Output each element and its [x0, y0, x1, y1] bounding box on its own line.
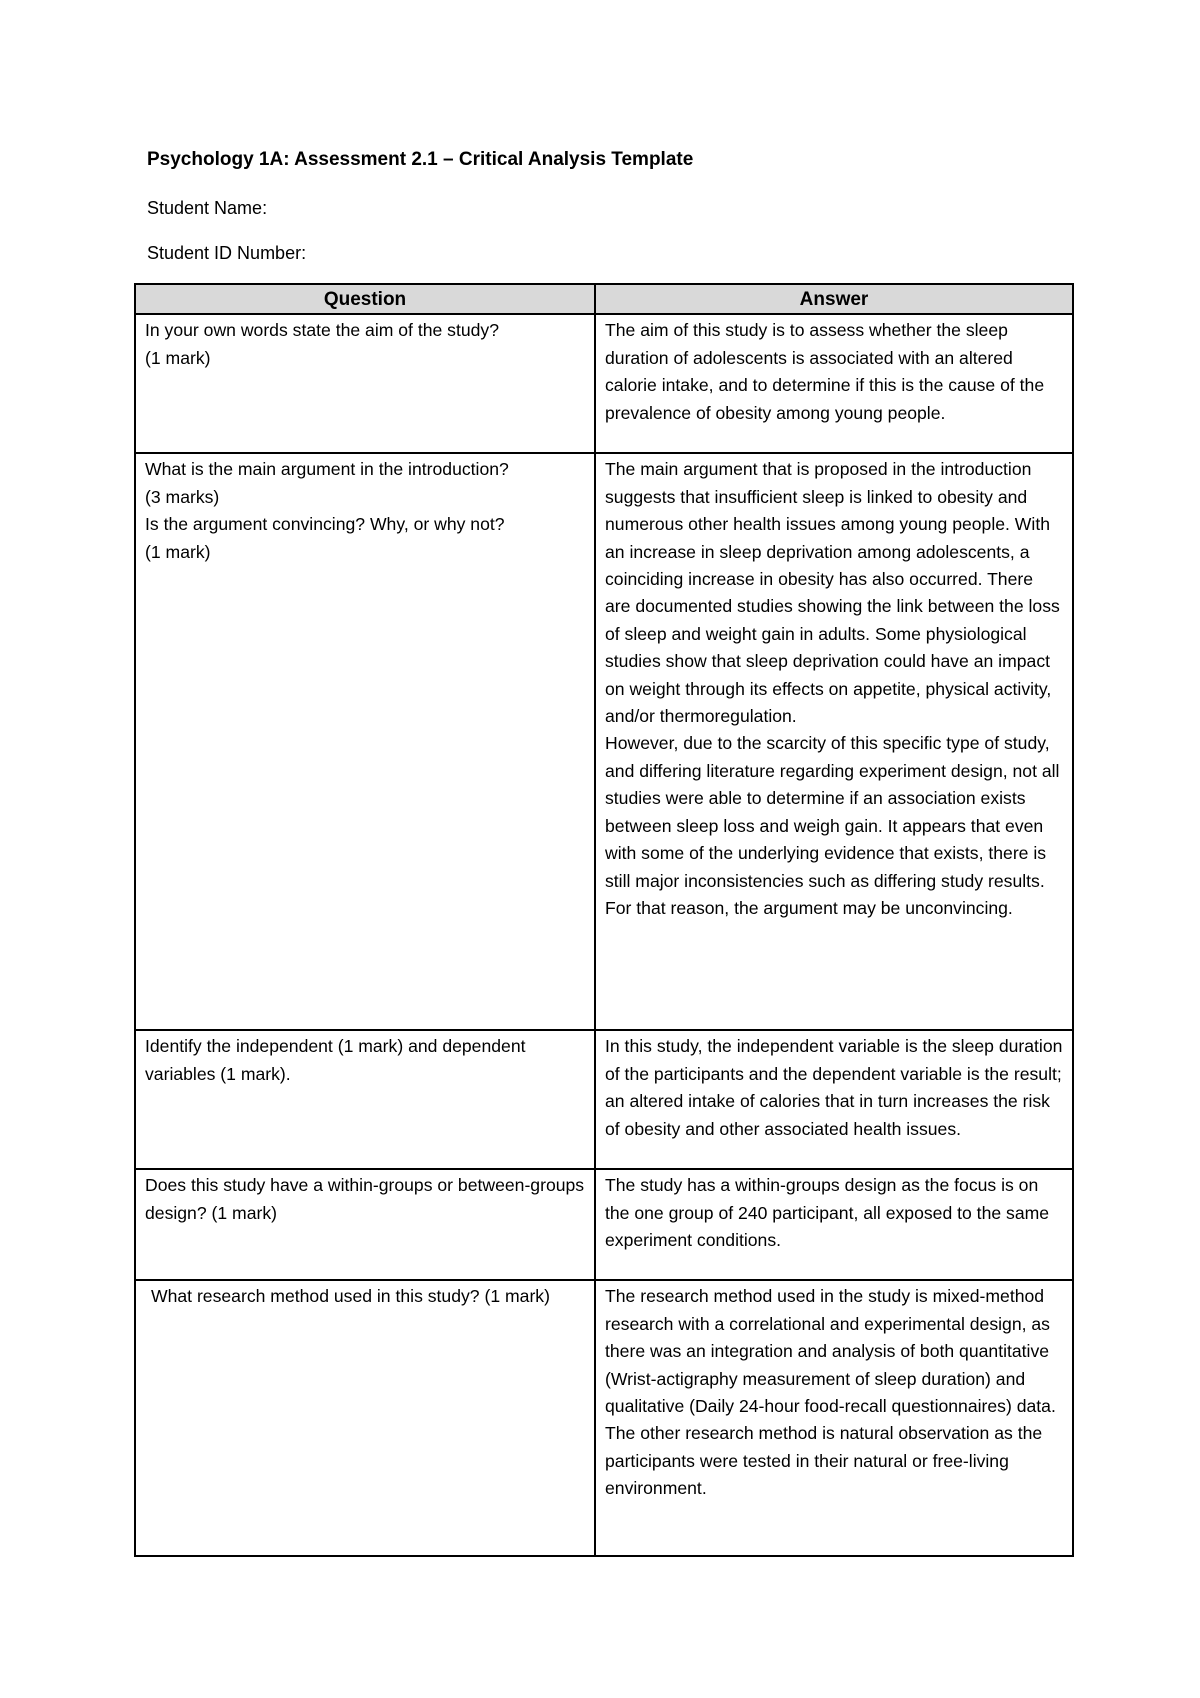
answer-text: The other research method is natural observation as the participants were tested in their natural or free-living environment.	[605, 1423, 1043, 1499]
answer-text: In this study, the independent variable is the sleep duration of the participants and the dependent variable is the result; an altered intake of calories that in turn increases the risk of obesity and other associated health issues.	[605, 1036, 1063, 1139]
answer-text: The research method used in the study is mixed-method research with a correlational and experimental design, as there was an integration and analysis of both quantitative (Wrist-actigraphy measurement of sleep duration) and qualitative (Daily 24-hour food-recall questionnaires) data.	[605, 1286, 1056, 1417]
column-header-question: Question	[135, 284, 595, 314]
question-marks: (1 mark)	[145, 541, 211, 562]
answer-cell	[595, 314, 1073, 453]
table-row	[135, 1280, 1073, 1556]
question-marks: (3 marks)	[145, 486, 220, 507]
question-cell	[135, 1030, 595, 1169]
student-name-label: Student Name:	[147, 198, 268, 218]
column-header-answer: Answer	[595, 284, 1073, 314]
question-text: What is the main argument in the introduction?	[145, 459, 509, 480]
question-cell	[135, 314, 595, 453]
question-text: Identify the independent (1 mark) and dependent variables (1 mark).	[145, 1036, 526, 1084]
question-cell	[135, 1280, 595, 1556]
answer-cell	[595, 453, 1073, 1030]
answer-text: The study has a within-groups design as the focus is on the one group of 240 participant, all exposed to the same experiment conditions.	[605, 1175, 1050, 1251]
table-header-row	[135, 284, 1073, 314]
question-text: Does this study have a within-groups or between-groups design? (1 mark)	[145, 1175, 585, 1223]
answer-text: However, due to the scarcity of this specific type of study, and differing literature regarding experiment design, not all studies were able to determine if an association exists between sleep loss and weigh gain. It appears that even with some of the underlying evidence that exists, there is still major inconsistencies such as differing study results. For that reason, the argument may be unconvincing.	[605, 733, 1060, 918]
table-row	[135, 1169, 1073, 1280]
document-title: Psychology 1A: Assessment 2.1 – Critical Analysis Template	[147, 149, 694, 170]
question-text: What research method used in this study? (1 mark)	[151, 1286, 550, 1307]
answer-cell	[595, 1030, 1073, 1169]
critical-analysis-table	[134, 283, 1074, 1557]
question-cell	[135, 453, 595, 1030]
question-cell	[135, 1169, 595, 1280]
table-row	[135, 314, 1073, 453]
question-text: Is the argument convincing? Why, or why not?	[145, 514, 505, 535]
answer-cell	[595, 1169, 1073, 1280]
table-row	[135, 1030, 1073, 1169]
question-text: In your own words state the aim of the study?	[145, 320, 500, 341]
answer-text: The main argument that is proposed in the introduction suggests that insufficient sleep is linked to obesity and numerous other health issues among young people. With an increase in sleep deprivation among adolescents, a coinciding increase in obesity has also occurred. There are documented studies showing the link between the loss of sleep and weight gain in adults. Some physiological studies show that sleep deprivation could have an impact on weight through its effects on appetite, physical activity, and/or thermoregulation.	[605, 459, 1060, 727]
question-marks: (1 mark)	[145, 347, 211, 368]
student-id-label: Student ID Number:	[147, 243, 307, 263]
answer-text: The aim of this study is to assess whether the sleep duration of adolescents is associated with an altered calorie intake, and to determine if this is the cause of the prevalence of obesity among young people.	[605, 320, 1045, 423]
answer-cell	[595, 1280, 1073, 1556]
table-row	[135, 453, 1073, 1030]
